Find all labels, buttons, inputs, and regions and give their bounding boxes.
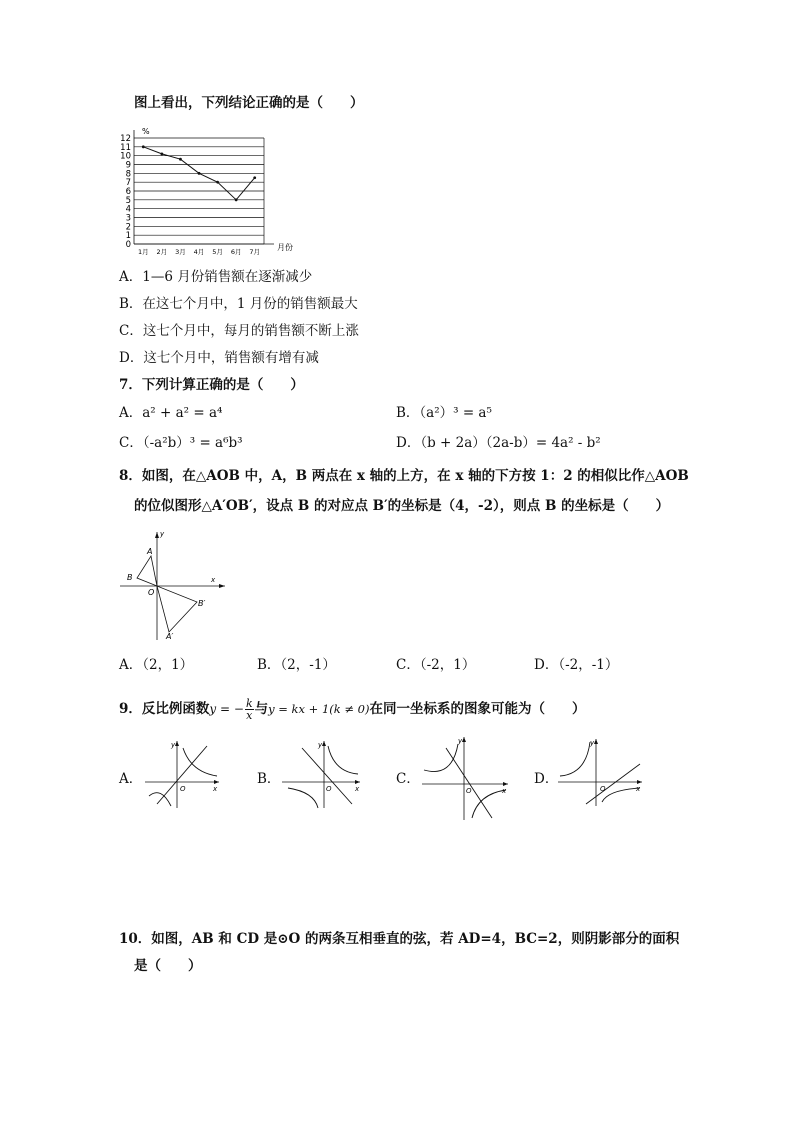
q9-graph-b: [280, 738, 364, 810]
q9-graph-c: [420, 734, 512, 822]
q7-stem: 7．下列计算正确的是（ ）: [119, 377, 304, 393]
q8-option-a: A．（2，1）: [119, 657, 194, 673]
svg-text:y: y: [458, 737, 463, 745]
data-point: [160, 153, 163, 156]
q8-similar-triangles-figure: [115, 528, 230, 643]
x-tick-label: 7月: [249, 248, 261, 256]
label-a-prime: A′: [166, 632, 174, 641]
svg-text:O: O: [180, 785, 186, 793]
x-tick-label: 3月: [175, 248, 186, 256]
label-b-prime: B′: [198, 599, 206, 608]
q9-option-d-label: D．: [534, 771, 559, 787]
svg-text:x: x: [636, 785, 641, 793]
q10-line2: 是（ ）: [134, 958, 202, 974]
label-o: O: [148, 588, 155, 597]
y-tick-label: 2: [125, 222, 131, 233]
svg-text:O: O: [326, 785, 332, 793]
x-tick-label: 4月: [193, 248, 205, 256]
svg-text:O: O: [600, 785, 606, 793]
y-tick-label: 9: [125, 160, 131, 171]
q9-suffix: 在同一坐标系的图象可能为（ ）: [369, 701, 586, 717]
svg-text:x: x: [213, 785, 218, 793]
svg-text:y: y: [171, 741, 176, 749]
y-tick-label: 1: [125, 231, 131, 242]
q9-option-b-label: B．: [257, 771, 281, 787]
x-tick-label: 6月: [230, 248, 242, 256]
data-point: [142, 145, 145, 148]
q6-option-a: A．1—6 月份销售额在逐渐减少: [119, 269, 313, 285]
y-tick-label: 4: [125, 204, 131, 215]
q7-option-d: D．（b + 2a）（2a-b）= 4a² - b²: [396, 435, 601, 451]
q7-option-b: B．（a²）³ = a⁵: [396, 405, 492, 421]
q8-line2: 的位似图形△A′OB′，设点 B 的对应点 B′的坐标是（4，-2），则点 B 的坐标是（ ）: [134, 498, 670, 514]
q9-option-a-label: A．: [119, 771, 143, 787]
triangle-aob: [137, 556, 157, 586]
x-unit-label: 月份: [277, 243, 293, 252]
q6-option-c: C．这七个月中，每月的销售额不断上涨: [119, 323, 359, 339]
y-tick-label: 3: [125, 213, 131, 224]
label-a: A: [147, 547, 153, 556]
svg-text:x: x: [355, 785, 360, 793]
svg-text:O: O: [466, 787, 472, 795]
x-tick-label: 2月: [156, 248, 168, 256]
y-tick-label: 8: [125, 169, 131, 180]
svg-text:x: x: [502, 787, 507, 795]
q7-option-c: C．（-a²b）³ = a⁶b³: [119, 435, 243, 451]
q9-prefix: 9．反比例函数: [119, 701, 210, 717]
q6-option-b: B．在这七个月中，1 月份的销售额最大: [119, 296, 358, 312]
q9-stem: [119, 698, 585, 721]
data-point: [235, 198, 238, 201]
q8-line1: 8．如图，在△AOB 中，A，B 两点在 x 轴的上方，在 x 轴的下方按 1：2 的相似比作△AOB: [119, 468, 689, 484]
y-unit-label: %: [142, 127, 150, 136]
q6-intro: 图上看出，下列结论正确的是（ ）: [134, 95, 364, 111]
y-tick-label: 6: [125, 187, 131, 197]
q10-line1: 10．如图，AB 和 CD 是⊙O 的两条互相垂直的弦，若 AD=4，BC=2，则阴影部分的面积: [119, 931, 680, 947]
y-tick-label: 10: [120, 151, 131, 162]
q6-option-d: D．这七个月中，销售额有增有减: [119, 350, 319, 366]
q6-sales-chart: [112, 122, 312, 260]
svg-text:y: y: [318, 741, 323, 749]
data-point: [198, 172, 201, 175]
q9-func1: y = − $\frac{k}{x}$: [209, 697, 253, 722]
q9-option-c-label: C．: [396, 771, 420, 787]
y-tick-label: 5: [125, 195, 131, 206]
q8-option-c: C．（-2，1）: [396, 657, 476, 673]
data-point: [253, 176, 256, 179]
q9-func2: y = kx + 1(k ≠ 0): [268, 702, 370, 716]
q8-option-b: B．（2，-1）: [257, 657, 336, 673]
triangle-a2ob2: [157, 586, 197, 632]
y-tick-label: 0: [125, 240, 131, 250]
q7-option-a: A．a² + a² = a⁴: [119, 405, 223, 421]
q8-option-d: D．（-2，-1）: [534, 657, 619, 673]
x-tick-label: 1月: [137, 248, 149, 256]
label-y: y: [160, 530, 165, 538]
y-tick-label: 12: [120, 134, 131, 144]
data-point: [216, 181, 219, 184]
label-x: x: [211, 576, 216, 584]
svg-text:y: y: [590, 739, 595, 747]
y-tick-label: 7: [125, 178, 131, 189]
q9-graph-d: [556, 736, 646, 808]
label-b: B: [127, 573, 133, 582]
q9-mid: 与: [254, 701, 269, 717]
q9-graph-a: [143, 738, 223, 810]
x-tick-label: 5月: [212, 248, 223, 256]
y-tick-label: 11: [120, 142, 131, 153]
data-point: [179, 158, 182, 161]
